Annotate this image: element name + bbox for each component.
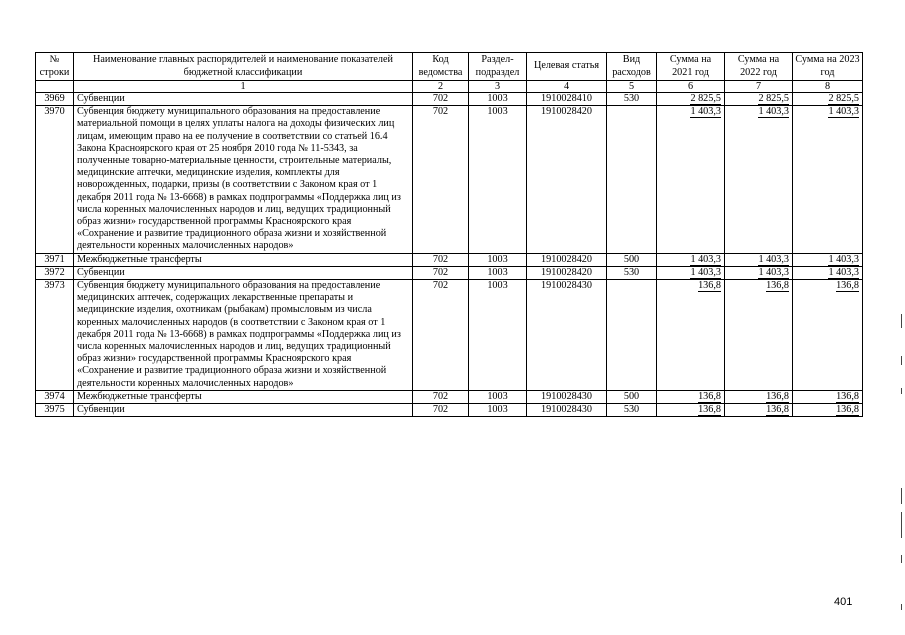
row-sum-2022 (725, 280, 793, 391)
row-section: 1003 (469, 404, 527, 417)
row-sum-2023 (793, 266, 863, 279)
budget-table (35, 52, 863, 417)
header-sum-2021: Сумма на 2021 год (657, 53, 725, 81)
row-sum-2023 (793, 253, 863, 266)
row-name: Межбюджетные трансферты (74, 390, 413, 403)
row-sum-2022 (725, 390, 793, 403)
scan-edge-mark (901, 356, 902, 365)
row-sum-2021-value: 1 403,3 (690, 253, 721, 265)
header-department-code: Код ведомства (413, 53, 469, 81)
column-number: 7 (725, 81, 793, 93)
row-name: Субвенции (74, 404, 413, 417)
header-row-number: № строки (36, 53, 74, 81)
row-sum-2021-value: 1 403,3 (690, 106, 721, 118)
row-sum-2021-value: 136,8 (698, 390, 721, 402)
row-sum-2021-value: 2 825,5 (690, 93, 721, 104)
row-target-item: 1910028410 (527, 93, 607, 106)
row-department-code: 702 (413, 404, 469, 417)
row-department-code: 702 (413, 266, 469, 279)
row-target-item: 1910028430 (527, 390, 607, 403)
row-sum-2022 (725, 106, 793, 253)
row-target-item: 1910028420 (527, 253, 607, 266)
header-row (36, 53, 863, 81)
column-number: 2 (413, 81, 469, 93)
row-number: 3969 (36, 93, 74, 106)
row-name: Субвенция бюджету муниципального образования на предоставление медицинских аптечек, содержащих лекарственные препараты и медицинские изделия, охотникам (рыбакам) промысловым из числа коренных малочисленных народов (в соответствии с Законом края от 1 декабря 2011 года № 13-6668) в рамках подпрограммы «Поддержка лиц из числа коренных малочисленных народов и лиц, ведущих традиционный образ жизни» государственной программы Красноярского края «Сохранение и развитие традиционного образа жизни и хозяйственной деятельности коренных малочисленных народов» (74, 280, 413, 391)
scan-edge-mark (901, 488, 902, 504)
table-row (36, 404, 863, 417)
scan-edge-mark (901, 388, 902, 394)
column-number: 3 (469, 81, 527, 93)
row-sum-2022 (725, 266, 793, 279)
row-sum-2021 (657, 280, 725, 391)
row-expense-type: 530 (607, 93, 657, 106)
column-number: 5 (607, 81, 657, 93)
header-expense-type: Вид расходов (607, 53, 657, 81)
row-expense-type: 500 (607, 390, 657, 403)
row-expense-type (607, 280, 657, 391)
row-sum-2022-value: 136,8 (766, 404, 789, 416)
row-target-item: 1910028430 (527, 404, 607, 417)
table-row (36, 390, 863, 403)
row-sum-2023 (793, 93, 863, 106)
row-sum-2022 (725, 404, 793, 417)
row-section: 1003 (469, 93, 527, 106)
row-sum-2021 (657, 404, 725, 417)
row-department-code: 702 (413, 93, 469, 106)
row-sum-2021 (657, 390, 725, 403)
row-sum-2022-value: 1 403,3 (758, 253, 789, 265)
row-sum-2021-value: 1 403,3 (690, 266, 721, 278)
row-sum-2021-value: 136,8 (698, 280, 721, 292)
row-name: Субвенции (74, 266, 413, 279)
row-sum-2023 (793, 280, 863, 391)
header-section: Раздел-подраздел (469, 53, 527, 81)
column-number: 6 (657, 81, 725, 93)
header-sum-2022: Сумма на 2022 год (725, 53, 793, 81)
row-target-item: 1910028420 (527, 266, 607, 279)
row-section: 1003 (469, 280, 527, 391)
row-department-code: 702 (413, 280, 469, 391)
row-department-code: 702 (413, 253, 469, 266)
row-sum-2022-value: 1 403,3 (758, 106, 789, 118)
row-sum-2022-value: 1 403,3 (758, 266, 789, 278)
row-number: 3972 (36, 266, 74, 279)
row-sum-2021 (657, 106, 725, 253)
row-sum-2022 (725, 93, 793, 106)
row-department-code: 702 (413, 106, 469, 253)
row-sum-2023-value: 136,8 (836, 390, 859, 402)
row-sum-2021-value: 136,8 (698, 404, 721, 416)
scan-edge-mark (901, 512, 902, 538)
row-number: 3970 (36, 106, 74, 253)
header-name: Наименование главных распорядителей и наименование показателей бюджетной классификации (74, 53, 413, 81)
row-section: 1003 (469, 253, 527, 266)
row-number: 3973 (36, 280, 74, 391)
row-sum-2023-value: 1 403,3 (828, 266, 859, 278)
row-expense-type: 530 (607, 266, 657, 279)
row-sum-2023 (793, 404, 863, 417)
row-sum-2023-value: 1 403,3 (828, 253, 859, 265)
row-sum-2022-value: 136,8 (766, 280, 789, 292)
row-sum-2023 (793, 390, 863, 403)
table-row (36, 266, 863, 279)
row-target-item: 1910028420 (527, 106, 607, 253)
row-department-code: 702 (413, 390, 469, 403)
row-expense-type (607, 106, 657, 253)
row-sum-2022 (725, 253, 793, 266)
row-section: 1003 (469, 266, 527, 279)
column-number: 1 (74, 81, 413, 93)
row-target-item: 1910028430 (527, 280, 607, 391)
table-row (36, 106, 863, 253)
row-name: Субвенция бюджету муниципального образования на предоставление материальной помощи в целях уплаты налога на доходы физических лиц лицам, имеющим право на ее получение в соответствии со статьей 16.4 Закона Красноярского края от 25 ноября 2010 года № 11-5343, за полученные товарно-материальные ценности, строительные материалы, медицинские аптечки, медицинские изделия, комплекты для новорожденных, подарки, призы (в соответствии с Законом края от 1 декабря 2011 года № 13-6668) в рамках подпрограммы «Поддержка лиц из числа коренных малочисленных народов и лиц, ведущих традиционный образ жизни» государственной программы Красноярского края «Сохранение и развитие традиционного образа жизни и хозяйственной деятельности коренных малочисленных народов» (74, 106, 413, 253)
scan-edge-mark (901, 604, 902, 610)
row-sum-2022-value: 136,8 (766, 390, 789, 402)
page-number: 401 (834, 596, 853, 608)
row-sum-2023 (793, 106, 863, 253)
row-name: Межбюджетные трансферты (74, 253, 413, 266)
row-sum-2023-value: 136,8 (836, 280, 859, 292)
column-number-row (36, 81, 863, 93)
row-name: Субвенции (74, 93, 413, 106)
table-row (36, 93, 863, 106)
table-row (36, 253, 863, 266)
row-sum-2023-value: 1 403,3 (828, 106, 859, 118)
table-row (36, 280, 863, 391)
column-number (36, 81, 74, 93)
row-sum-2021 (657, 93, 725, 106)
row-number: 3971 (36, 253, 74, 266)
row-expense-type: 530 (607, 404, 657, 417)
row-section: 1003 (469, 106, 527, 253)
row-sum-2023-value: 2 825,5 (828, 93, 859, 104)
row-sum-2023-value: 136,8 (836, 404, 859, 416)
column-number: 4 (527, 81, 607, 93)
row-number: 3975 (36, 404, 74, 417)
scan-edge-mark (901, 555, 902, 563)
row-sum-2021 (657, 266, 725, 279)
header-sum-2023: Сумма на 2023 год (793, 53, 863, 81)
row-expense-type: 500 (607, 253, 657, 266)
row-sum-2021 (657, 253, 725, 266)
header-target-item: Целевая статья (527, 53, 607, 81)
row-sum-2022-value: 2 825,5 (758, 93, 789, 104)
row-number: 3974 (36, 390, 74, 403)
column-number: 8 (793, 81, 863, 93)
scan-edge-mark (901, 314, 902, 328)
row-section: 1003 (469, 390, 527, 403)
